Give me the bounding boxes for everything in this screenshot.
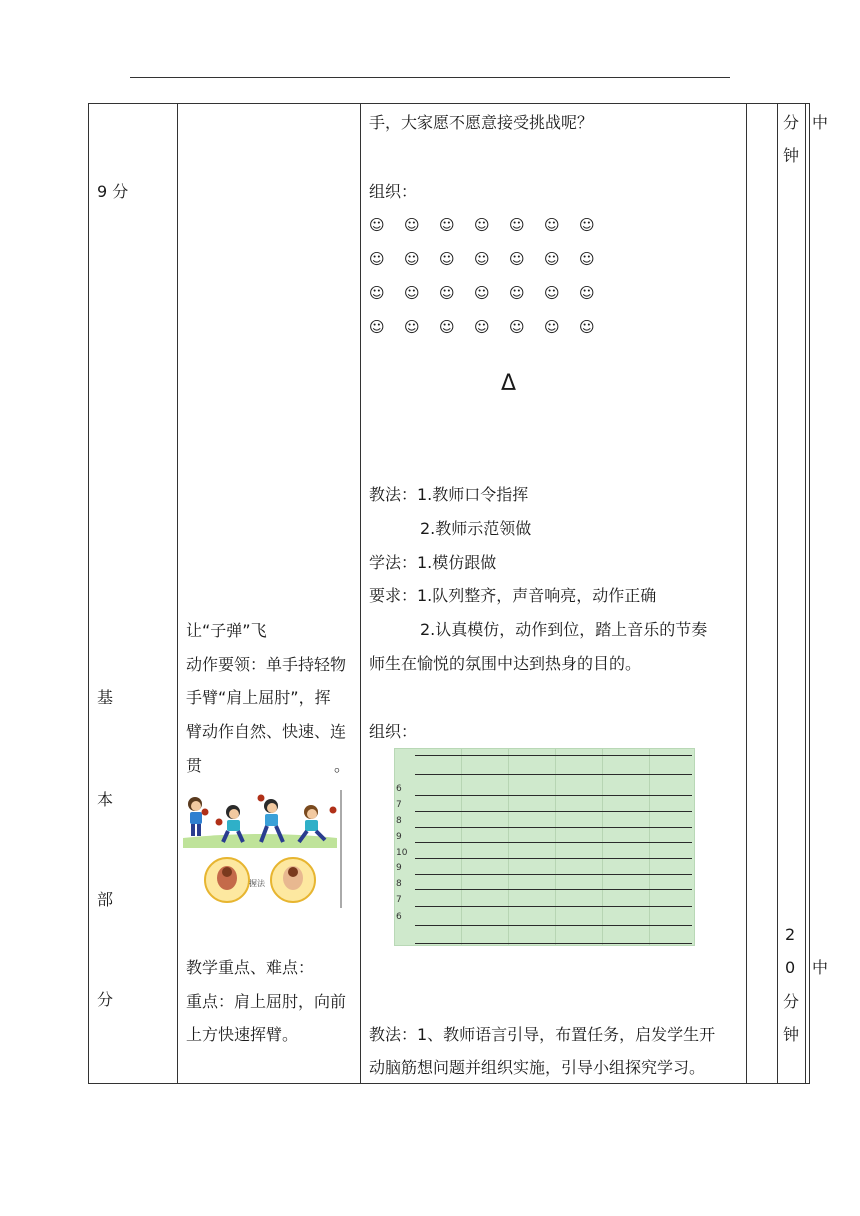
column-divider: [746, 103, 747, 1084]
student-smiley: ☺: [369, 284, 385, 302]
student-smiley: ☺: [579, 216, 595, 234]
intensity-label: 中: [812, 958, 829, 977]
student-smiley: ☺: [474, 216, 490, 234]
method-line: 2.教师示范领做: [420, 519, 532, 538]
student-smiley: ☺: [404, 216, 420, 234]
section-char: 部: [97, 890, 114, 909]
field-lane-line: [415, 774, 692, 775]
field-distance-number: 7: [396, 800, 402, 810]
field-lane-line: [415, 842, 692, 843]
duration-char: 钟: [783, 146, 800, 165]
duration-char: 钟: [783, 1025, 800, 1044]
field-lane-line: [415, 795, 692, 796]
field-gridline: [461, 749, 462, 945]
method-line: 师生在愉悦的氛围中达到热身的目的。: [369, 654, 642, 673]
student-smiley: ☺: [474, 318, 490, 336]
field-lane-line: [415, 827, 692, 828]
section-char: 本: [97, 790, 114, 809]
field-lane-line: [415, 943, 692, 944]
illus-caption: 握法: [249, 879, 265, 888]
throwing-field-diagram: [394, 748, 695, 946]
section-char: 分: [97, 990, 114, 1009]
field-gridline: [602, 749, 603, 945]
student-smiley: ☺: [509, 284, 525, 302]
field-lane-line: [415, 874, 692, 875]
time-label: 9 分: [97, 182, 129, 201]
column-divider: [360, 103, 361, 1084]
student-smiley: ☺: [474, 250, 490, 268]
column-divider: [805, 103, 806, 1084]
student-smiley: ☺: [579, 284, 595, 302]
throwing-illustration: [183, 786, 343, 910]
student-smiley: ☺: [404, 318, 420, 336]
field-lane-line: [415, 755, 692, 756]
method-line: 教法：1.教师口令指挥: [369, 485, 529, 504]
field-distance-number: 9: [396, 832, 402, 842]
intensity-label: 中: [812, 113, 829, 132]
student-smiley: ☺: [544, 284, 560, 302]
field-distance-number: 10: [396, 848, 408, 858]
action-line: 动作要领：单手持轻物: [186, 655, 347, 674]
column-divider: [177, 103, 178, 1084]
student-smiley: ☺: [439, 216, 455, 234]
method-line: 要求：1.队列整齐，声音响亮，动作正确: [369, 586, 657, 605]
field-gridline: [555, 749, 556, 945]
section-char: 基: [97, 688, 114, 707]
student-smiley: ☺: [439, 250, 455, 268]
field-lane-line: [415, 858, 692, 859]
field-distance-number: 8: [396, 816, 402, 826]
field-gridline: [649, 749, 650, 945]
student-smiley: ☺: [404, 284, 420, 302]
focus-title: 教学重点、难点：: [186, 958, 315, 977]
student-smiley: ☺: [509, 250, 525, 268]
student-smiley: ☺: [544, 318, 560, 336]
challenge-line: 手，大家愿不愿意接受挑战呢？: [369, 113, 594, 132]
organization-label: 组织：: [369, 722, 418, 741]
student-smiley: ☺: [369, 216, 385, 234]
field-lane-line: [415, 889, 692, 890]
student-smiley: ☺: [369, 318, 385, 336]
student-smiley: ☺: [439, 284, 455, 302]
method-line: 教法：1、教师语言引导，布置任务，启发学生开: [369, 1025, 716, 1044]
organization-label: 组织：: [369, 182, 418, 201]
field-distance-number: 6: [396, 784, 402, 794]
student-smiley: ☺: [509, 216, 525, 234]
duration-char: 0: [785, 958, 796, 977]
focus-line: 上方快速挥臂。: [186, 1025, 299, 1044]
duration-char: 分: [783, 992, 800, 1011]
field-distance-number: 7: [396, 895, 402, 905]
method-line: 2.认真模仿，动作到位，踏上音乐的节奏: [420, 620, 708, 639]
student-smiley: ☺: [404, 250, 420, 268]
header-rule: [130, 77, 730, 78]
field-distance-number: 6: [396, 912, 402, 922]
field-lane-line: [415, 925, 692, 926]
student-smiley: ☺: [579, 250, 595, 268]
teacher-mark: Δ: [501, 371, 517, 396]
action-end: 。: [334, 756, 351, 775]
duration-char: 2: [785, 925, 796, 944]
student-smiley: ☺: [579, 318, 595, 336]
field-lane-line: [415, 811, 692, 812]
focus-line: 重点：肩上屈肘，向前: [186, 992, 347, 1011]
method-line: 动脑筋想问题并组织实施，引导小组探究学习。: [369, 1058, 706, 1077]
action-line: 手臂“肩上屈肘”，挥: [186, 688, 331, 707]
duration-char: 分: [783, 113, 800, 132]
field-distance-number: 9: [396, 863, 402, 873]
field-lane-line: [415, 906, 692, 907]
student-smiley: ☺: [544, 216, 560, 234]
column-divider: [777, 103, 778, 1084]
action-line: 贯: [186, 756, 203, 775]
action-line: 臂动作自然、快速、连: [186, 722, 347, 741]
method-line: 学法：1.模仿跟做: [369, 553, 497, 572]
student-smiley: ☺: [474, 284, 490, 302]
field-gridline: [508, 749, 509, 945]
student-smiley: ☺: [369, 250, 385, 268]
student-smiley: ☺: [439, 318, 455, 336]
student-smiley: ☺: [544, 250, 560, 268]
student-smiley: ☺: [509, 318, 525, 336]
field-distance-number: 8: [396, 879, 402, 889]
activity-title: 让“子弹”飞: [186, 621, 267, 640]
